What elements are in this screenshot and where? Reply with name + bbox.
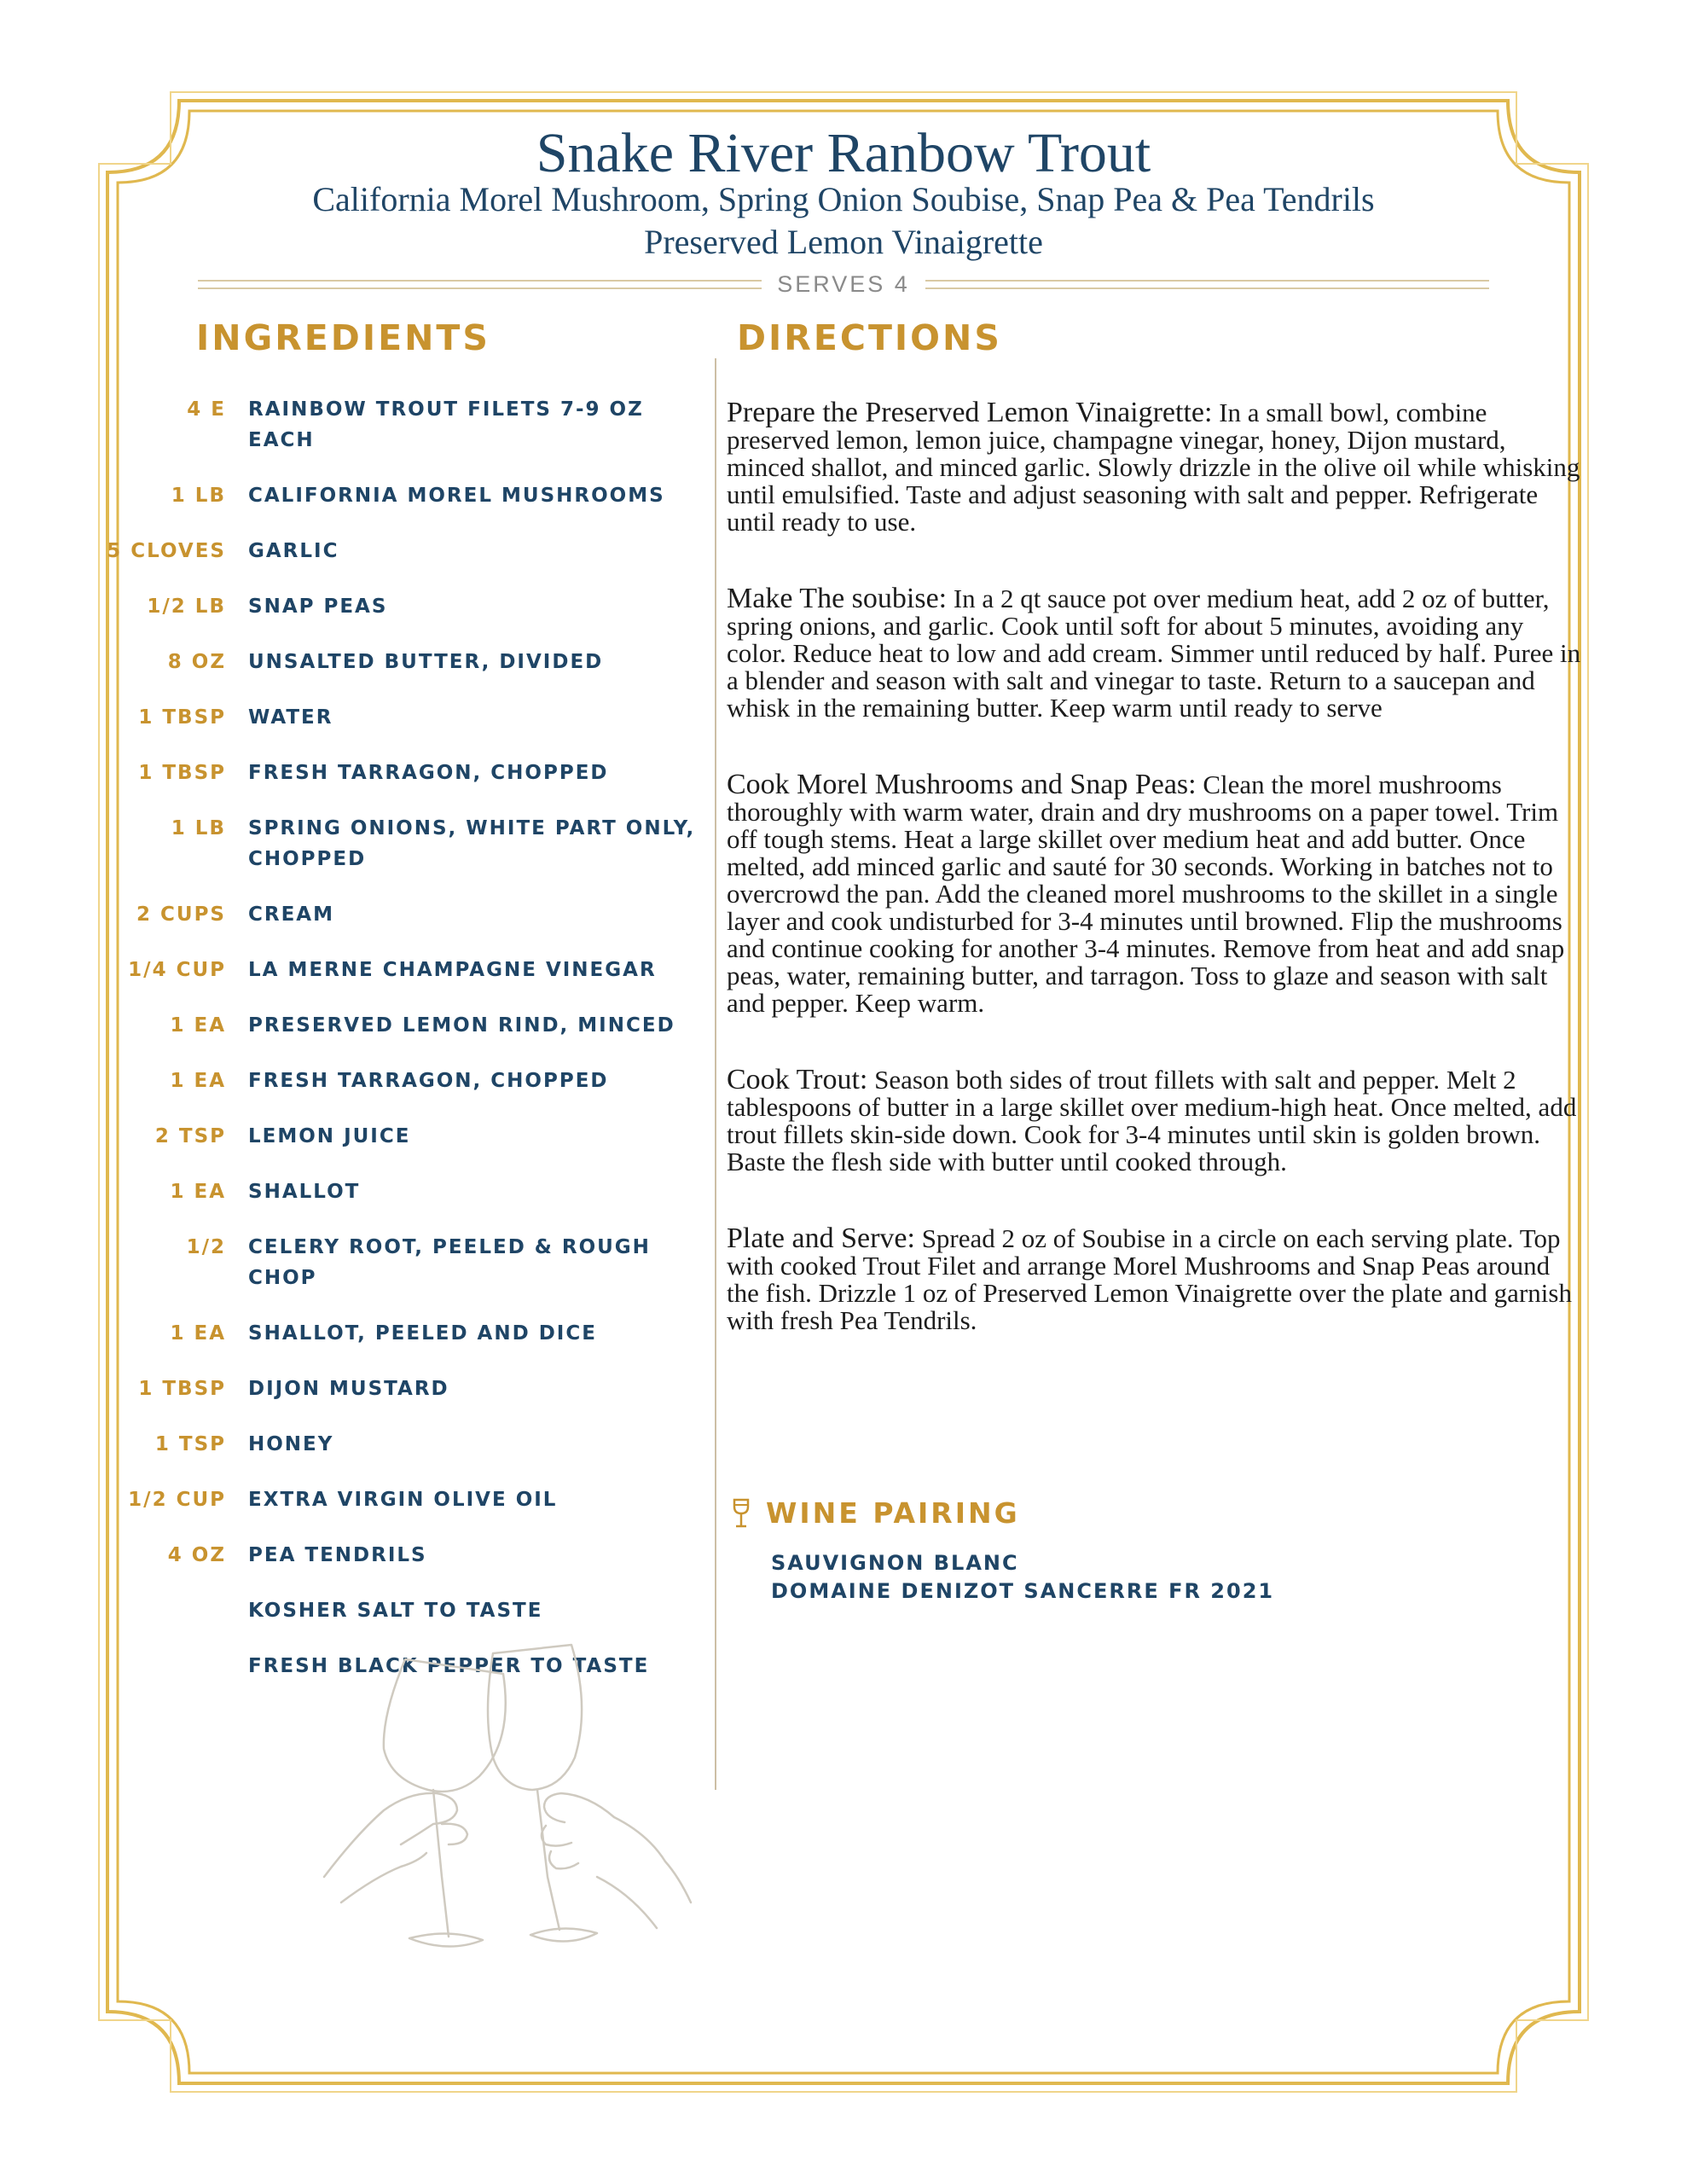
ingredient-row xyxy=(85,1232,699,1293)
ingredient-row xyxy=(85,702,699,733)
ingredient-name: EXTRA VIRGIN OLIVE OIL xyxy=(248,1489,558,1511)
ingredient-name: HONEY xyxy=(248,1433,334,1455)
ingredient-name: RAINBOW TROUT FILETS 7-9 OZ EACH xyxy=(248,398,644,451)
step-title: Cook Morel Mushrooms and Snap Peas: xyxy=(727,769,1197,800)
direction-step xyxy=(727,585,1588,722)
ingredient-name: SHALLOT, PEELED AND DICE xyxy=(248,1322,597,1345)
wine-producer: DOMAINE DENIZOT SANCERRE FR 2021 xyxy=(771,1579,1275,1603)
ingredient-name: CELERY ROOT, PEELED & ROUGH CHOP xyxy=(248,1236,651,1289)
ingredient-name: FRESH TARRAGON, CHOPPED xyxy=(248,1070,609,1092)
wine-pairing-heading: WINE PAIRING xyxy=(766,1496,1020,1530)
ingredient-row xyxy=(85,1540,699,1571)
ingredient-qty: 5 CLOVES xyxy=(107,540,226,562)
ingredient-qty: 1 EA xyxy=(170,1014,226,1037)
step-title: Make The soubise: xyxy=(727,583,948,614)
ingredient-name: FRESH TARRAGON, CHOPPED xyxy=(248,762,609,784)
ingredient-qty: 1 TSP xyxy=(154,1433,226,1455)
ingredient-name: LA MERNE CHAMPAGNE VINEGAR xyxy=(248,959,657,981)
recipe-subtitle-line2: Preserved Lemon Vinaigrette xyxy=(644,223,1043,261)
recipe-subtitle-line1: California Morel Mushroom, Spring Onion Soubise, Snap Pea & Pea Tendrils xyxy=(312,180,1375,218)
ingredient-row xyxy=(85,1429,699,1460)
ingredient-qty: 4 E xyxy=(187,398,226,421)
column-divider xyxy=(715,358,716,1790)
serves-rule-left xyxy=(198,280,762,289)
ingredient-row xyxy=(85,480,699,511)
ingredient-qty: 1 TBSP xyxy=(138,706,226,729)
wine-varietal: SAUVIGNON BLANC xyxy=(771,1551,1019,1575)
ingredient-row xyxy=(85,394,699,456)
ingredient-name: SPRING ONIONS, WHITE PART ONLY, CHOPPED xyxy=(248,817,696,870)
ingredient-qty: 1 TBSP xyxy=(138,1378,226,1400)
ingredient-row xyxy=(85,1484,699,1515)
step-text: In a small bowl, combine preserved lemon, lemon juice, champagne vinegar, honey, Dijon mustard, minced shallot, and minced garlic. Slowly drizzle in the olive oil while whisking until emulsified. Taste and adjust seasoning with salt and pepper. Refrigerate until ready to use. xyxy=(727,398,1580,537)
recipe-title: Snake River Ranbow Trout xyxy=(536,122,1151,184)
serves-label: SERVES 4 xyxy=(777,270,910,297)
step-text: Spread 2 oz of Soubise in a circle on each serving plate. Top with cooked Trout Filet and arrange Morel Mushrooms and Snap Peas around the fish. Drizzle 1 oz of Preserved Lemon Vinaigrette over the plate and garnish with fresh Pea Tendrils. xyxy=(727,1223,1572,1335)
ingredient-row xyxy=(85,1066,699,1096)
ingredients-heading: INGREDIENTS xyxy=(196,317,490,358)
ingredient-row xyxy=(85,1176,699,1207)
ingredient-row xyxy=(85,591,699,622)
ingredient-qty: 2 TSP xyxy=(154,1125,226,1147)
ingredient-row xyxy=(85,1318,699,1349)
ingredient-name: PEA TENDRILS xyxy=(248,1544,427,1566)
ingredient-qty: 2 CUPS xyxy=(136,903,226,926)
direction-step xyxy=(727,771,1588,1017)
ingredient-qty: 1/2 LB xyxy=(147,595,226,618)
ingredient-row xyxy=(85,1010,699,1041)
ingredient-name: SNAP PEAS xyxy=(248,595,388,618)
step-text: Season both sides of trout fillets with salt and pepper. Melt 2 tablespoons of butter in a large skillet over medium-high heat. Once melted, add trout fillets skin-side down. Cook for 3-4 minutes until skin is golden brown. Baste the flesh side with butter until cooked through. xyxy=(727,1065,1577,1176)
step-title: Plate and Serve: xyxy=(727,1223,915,1254)
ingredient-qty: 1 TBSP xyxy=(138,762,226,784)
ingredient-row xyxy=(85,1374,699,1404)
ingredient-qty: 4 OZ xyxy=(167,1544,226,1566)
ingredient-qty: 1 LB xyxy=(171,485,226,507)
ingredient-name: CALIFORNIA MOREL MUSHROOMS xyxy=(248,485,665,507)
direction-step xyxy=(727,399,1588,536)
ingredient-row xyxy=(85,536,699,566)
ingredient-qty: 1/4 CUP xyxy=(128,959,226,981)
directions-heading: DIRECTIONS xyxy=(737,317,1002,358)
ingredient-qty: 1/2 CUP xyxy=(128,1489,226,1511)
ingredient-qty: 1 EA xyxy=(170,1070,226,1092)
ingredient-qty: 1 LB xyxy=(171,817,226,839)
serves-rule-right xyxy=(925,280,1489,289)
ingredient-name: SHALLOT xyxy=(248,1181,361,1203)
ingredient-row xyxy=(85,813,699,874)
step-text: Clean the morel mushrooms thoroughly with warm water, drain and dry mushrooms on a paper towel. Trim off tough stems. Heat a large skillet over medium heat and add butter. Once melted, add minced garlic and sauté for 30 seconds. Working in batches not to overcrowd the pan. Add the cleaned morel mushrooms to the skillet in a single layer and cook undisturbed for 3-4 minutes until browned. Flip the mushrooms and continue cooking for another 3-4 minutes. Remove from heat and add snap peas, water, remaining butter, and tarragon. Toss to glaze and season with salt and pepper. Keep warm. xyxy=(727,770,1565,1018)
step-text: In a 2 qt sauce pot over medium heat, add 2 oz of butter, spring onions, and garlic. Cook until soft for about 5 minutes, avoiding any color. Reduce heat to low and add cream. Simmer until reduced by half. Puree in a blender and season with salt and vinegar to taste. Return to a saucepan and whisk in the remaining butter. Keep warm until ready to serve xyxy=(727,584,1581,723)
directions-list xyxy=(727,399,1588,1384)
ingredient-name: CREAM xyxy=(248,903,334,926)
toasting-glasses-illustration xyxy=(290,1621,699,1979)
direction-step xyxy=(727,1225,1588,1334)
step-title: Prepare the Preserved Lemon Vinaigrette: xyxy=(727,397,1213,428)
ingredient-name: DIJON MUSTARD xyxy=(248,1378,449,1400)
ingredient-row xyxy=(85,758,699,788)
ingredient-row xyxy=(85,955,699,985)
ingredient-row xyxy=(85,899,699,930)
ingredient-name: WATER xyxy=(248,706,333,729)
step-title: Cook Trout: xyxy=(727,1064,868,1095)
wine-pairing-header xyxy=(732,1496,1020,1530)
ingredient-name: GARLIC xyxy=(248,540,339,562)
ingredient-row xyxy=(85,647,699,677)
ingredient-name: LEMON JUICE xyxy=(248,1125,411,1147)
ingredient-name: UNSALTED BUTTER, DIVIDED xyxy=(248,651,604,673)
ingredient-name: FRESH BLACK PEPPER TO TASTE xyxy=(248,1655,650,1677)
ingredient-row xyxy=(85,1121,699,1152)
ingredient-name: KOSHER SALT TO TASTE xyxy=(248,1600,543,1622)
ingredient-qty: 1 EA xyxy=(170,1181,226,1203)
ingredient-qty: 8 OZ xyxy=(167,651,226,673)
ingredients-list xyxy=(85,394,699,1706)
direction-step xyxy=(727,1066,1588,1176)
wine-glass-icon xyxy=(732,1498,751,1529)
ingredient-qty: 1 EA xyxy=(170,1322,226,1345)
serves-row xyxy=(198,267,1489,301)
ingredient-name: PRESERVED LEMON RIND, MINCED xyxy=(248,1014,675,1037)
ingredient-qty: 1/2 xyxy=(186,1236,226,1258)
